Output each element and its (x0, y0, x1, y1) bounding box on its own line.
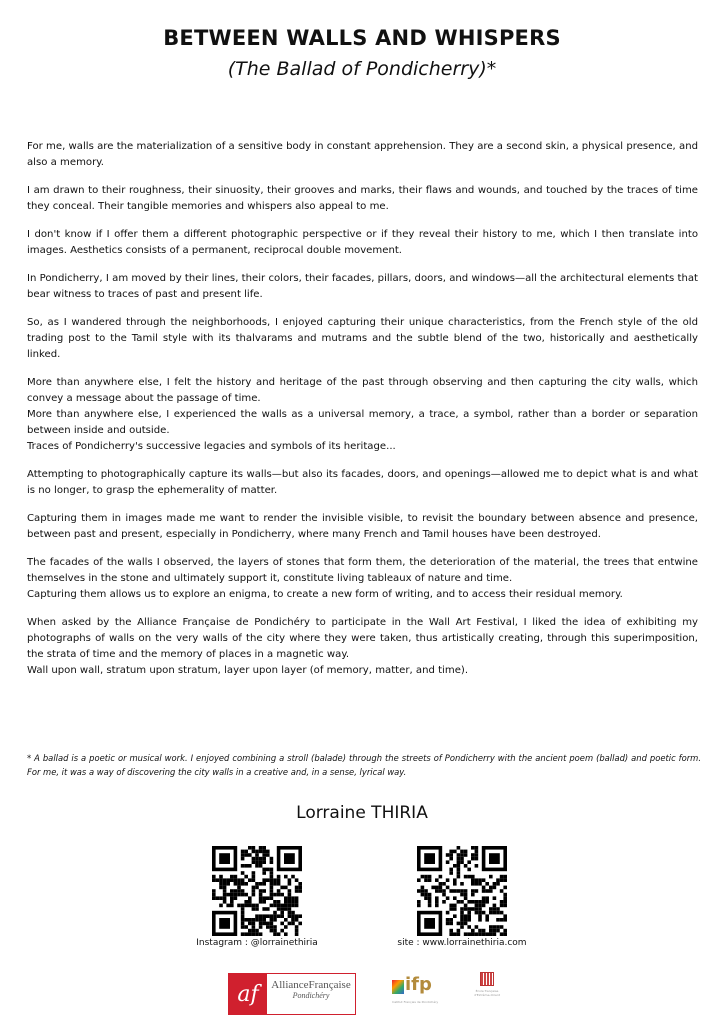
paragraph-line: The facades of the walls I observed, the layers of stones that form them, the deterioration of the material, the trees that entwine themselves in the stone and ultimately support it, constitute living tableaux of nature and time. (27, 557, 698, 584)
paragraph (27, 139, 698, 171)
paragraph-line: Capturing them allows us to explore an enigma, to create a new form of writing, and to access their residual memory. (27, 589, 623, 600)
document-subtitle: (The Ballad of Pondicherry)* (227, 58, 497, 80)
efeo-subtitle: École française d'Extrême-Orient (474, 989, 500, 997)
paragraph (27, 271, 698, 303)
ifp-wordmark: ifp (405, 974, 432, 995)
af-name: AllianceFrançaise (271, 979, 351, 991)
paragraph-line: For me, walls are the materialization of a sensitive body in constant apprehension. They are a second skin, a physical presence, and also a memory. (27, 141, 698, 168)
website-label: site : www.lorrainethiria.com (397, 938, 527, 948)
paragraph-line: More than anywhere else, I felt the history and heritage of the past through observing and then capturing the city walls, which convey a message about the passage of time. (27, 377, 698, 404)
instagram-qr-code[interactable] (212, 846, 302, 936)
footnote: * A ballad is a poetic or musical work. I enjoyed combining a stroll (balade) through the streets of Pondicherry with the ancient poem (ballad) and poetic form. For me, it was a way of discovering the city walls in a creative and, in a sense, lyrical way. (27, 753, 701, 777)
paragraph (27, 555, 698, 603)
ifp-color-icon (392, 980, 404, 994)
paragraph-line: Traces of Pondicherry's successive legacies and symbols of its heritage... (27, 441, 396, 452)
paragraph (27, 183, 698, 215)
paragraph-line: Attempting to photographically capture its walls—but also its facades, doors, and openings—allowed me to depict what is and what is no longer, to grasp the ephemerality of matter. (27, 469, 698, 496)
paragraph (27, 615, 698, 679)
paragraph-line: More than anywhere else, I experienced the walls as a universal memory, a trace, a symbol, rather than a border or separation between inside and outside. (27, 409, 698, 436)
paragraph (27, 467, 698, 499)
author-name: Lorraine THIRIA (296, 803, 428, 823)
website-qr-code[interactable] (417, 846, 507, 936)
efeo-logo (472, 972, 502, 1008)
paragraph-line: Wall upon wall, stratum upon stratum, layer upon layer (of memory, matter, and time). (27, 665, 469, 676)
paragraph-line: So, as I wandered through the neighborhoods, I enjoyed capturing their unique characteristics, from the French style of the old trading post to the Tamil style with its thalvarams and mutrams and the subtle blend of the two, historically and aesthetically linked. (27, 317, 698, 360)
alliance-francaise-logo (228, 973, 356, 1015)
ifp-logo (390, 974, 440, 1010)
paragraph-line: I don't know if I offer them a different photographic perspective or if they reveal their history to me, which I then translate into images. Aesthetics consists of a permanent, reciprocal double movement. (27, 229, 698, 256)
paragraph (27, 511, 698, 543)
instagram-label: Instagram : @lorrainethiria (196, 938, 318, 948)
paragraph-line: When asked by the Alliance Française de Pondichéry to participate in the Wall Art Festival, I liked the idea of exhibiting my photographs of walls on the very walls of the city where they were taken, thus artistically creating, through this superimposition, the strata of time and the memory of places in a magnetic way. (27, 617, 698, 660)
paragraph-line: I am drawn to their roughness, their sinuosity, their grooves and marks, their flaws and wounds, and touched by the traces of time they conceal. Their tangible memories and whispers also appeal to me. (27, 185, 698, 212)
af-city: Pondichéry (292, 991, 330, 1000)
paragraph-line: In Pondicherry, I am moved by their lines, their colors, their facades, pillars, doors, and windows—all the architectural elements that bear witness to traces of past and present life. (27, 273, 698, 300)
efeo-emblem-icon (480, 972, 494, 986)
paragraph (27, 315, 698, 363)
paragraph-line: Capturing them in images made me want to render the invisible visible, to revisit the boundary between absence and presence, between past and present, especially in Pondicherry, where many French and Tamil houses have been destroyed. (27, 513, 698, 540)
document-title: BETWEEN WALLS AND WHISPERS (163, 26, 561, 50)
af-mark: af (229, 974, 267, 1014)
paragraph (27, 227, 698, 259)
paragraph (27, 375, 698, 455)
body-text (27, 139, 698, 691)
ifp-subtitle: Institut Français de Pondichéry (392, 1000, 439, 1004)
